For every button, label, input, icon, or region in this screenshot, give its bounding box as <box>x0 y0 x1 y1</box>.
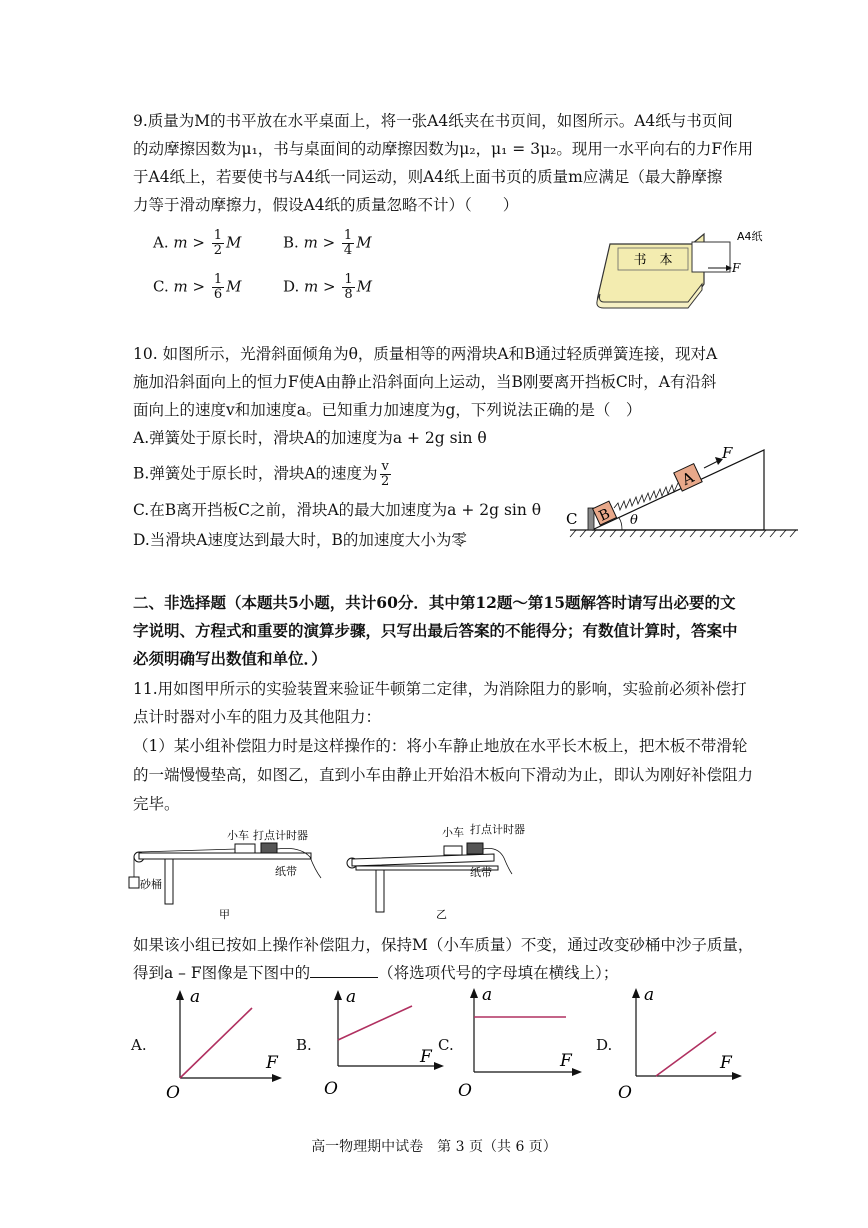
table-leg <box>165 859 173 904</box>
answer-blank[interactable] <box>310 963 378 978</box>
book-figure <box>592 224 782 314</box>
q11-line-4: 的一端慢慢垫高，如图乙，直到小车由静止开始沿木板向下滑动为止，即认为刚好补偿阻力 <box>133 766 754 784</box>
stopper-label-c: C <box>566 510 578 528</box>
q9-option-d[interactable]: D. m > $\frac{1}{8}$ M <box>283 272 373 302</box>
spring <box>614 483 678 510</box>
graph-c-y-label: a <box>482 985 493 1005</box>
graph-d <box>614 984 744 1103</box>
section2-line-2: 字说明、方程式和重要的演算步骤，只写出最后答案的不能得分；有数值计算时，答案中 <box>133 621 738 640</box>
graph-d-y-label: a <box>644 985 655 1005</box>
graph-c <box>454 984 584 1100</box>
cart-label-right: 小车 <box>442 826 464 839</box>
graph-c-x-label: F <box>560 1051 572 1071</box>
timer-label: 打点计时器 <box>253 829 308 842</box>
q10-option-d[interactable]: D.当滑块A速度达到最大时，B的加速度大小为零 <box>133 531 467 549</box>
angle-label: θ <box>630 513 638 528</box>
q9-option-b[interactable]: B. m > $\frac{1}{4}$ M <box>283 228 372 258</box>
graph-b-y-arrow <box>334 990 342 1000</box>
tape-label: 纸带 <box>275 865 297 878</box>
graph-option-d-label[interactable]: D. <box>596 1036 613 1054</box>
tape-label-right: 纸带 <box>470 866 492 879</box>
q11-line-5: 完毕。 <box>133 795 180 813</box>
q10-line-3: 面向上的速度v和加速度a。已知重力加速度为g，下列说法正确的是（ ） <box>133 401 642 419</box>
q10-option-b[interactable]: B.弹簧处于原长时，滑块A的速度为 $\frac{v}{2}$ <box>133 459 390 489</box>
cart-label: 小车 <box>227 829 249 842</box>
graph-b-line <box>338 1006 412 1040</box>
graph-c-y-arrow <box>470 988 478 998</box>
table-leg-right <box>376 870 384 912</box>
graph-c-x-arrow <box>572 1068 582 1076</box>
block-b <box>593 501 617 526</box>
caption-left: 甲 <box>219 908 230 921</box>
graph-d-x-label: F <box>720 1053 732 1073</box>
graph-option-c-label[interactable]: C. <box>438 1036 454 1054</box>
q11-line-1: 11.用如图甲所示的实验装置来验证牛顿第二定律，为消除阻力的影响，实验前必须补偿打 <box>133 680 747 698</box>
graph-d-y-arrow <box>632 988 640 998</box>
incline-figure <box>562 442 802 542</box>
q10-line-2: 施加沿斜面向上的恒力F使A由静止沿斜面向上运动，当B刚要离开挡板C时，A有沿斜 <box>133 373 717 391</box>
block-a <box>674 464 702 491</box>
caption-right: 乙 <box>436 908 447 921</box>
q9-line-3: 于A4纸上，若要使书与A4纸一同运动，则A4纸上面书页的质量m应满足（最大静摩擦 <box>133 168 723 186</box>
sand-bucket <box>129 877 139 888</box>
graph-option-b-label[interactable]: B. <box>296 1036 312 1054</box>
cart-right <box>444 846 462 855</box>
q9-option-c[interactable]: C. m > $\frac{1}{6}$ M <box>153 272 242 302</box>
graph-b-x-arrow <box>434 1062 444 1070</box>
angle-arc <box>619 518 622 530</box>
page-footer: 高一物理期中试卷 第 3 页（共 6 页） <box>311 1139 557 1155</box>
graph-a-line <box>180 1008 252 1078</box>
string <box>139 849 237 852</box>
force-arrow-a <box>704 461 718 468</box>
timer-label-right: 打点计时器 <box>470 823 525 836</box>
graph-c-origin: O <box>458 1081 472 1101</box>
graph-a-x-label: F <box>266 1053 278 1073</box>
q10-option-a[interactable]: A.弹簧处于原长时，滑块A的加速度为a + 2g sin θ <box>133 429 487 447</box>
apparatus-right <box>340 818 525 922</box>
q10-line-1: 10. 如图所示，光滑斜面倾角为θ，质量相等的两滑块A和B通过轻质弹簧连接，现对A <box>133 345 718 363</box>
graph-a <box>160 986 285 1103</box>
svg-text:A: A <box>679 468 697 489</box>
cart <box>235 844 255 853</box>
q11-after-line-2: 得到a – F图像是下图中的 （将选项代号的字母填在横线上）； <box>133 964 619 982</box>
force-label-a: F <box>722 444 733 462</box>
book-text: 书 本 <box>633 253 673 268</box>
apparatus-left <box>125 822 335 922</box>
ground-hatch <box>570 530 796 537</box>
graph-b-x-label: F <box>420 1047 432 1067</box>
graph-d-line <box>656 1032 716 1076</box>
section2-line-3: 必须明确写出数值和单位．） <box>133 649 327 668</box>
incline-triangle <box>592 450 764 530</box>
graph-d-origin: O <box>618 1083 632 1103</box>
graph-a-origin: O <box>166 1083 180 1103</box>
q11-after-line-1: 如果该小组已按如上操作补偿阻力，保持M（小车质量）不变，通过改变砂桶中沙子质量， <box>133 936 754 954</box>
tilted-board <box>352 854 494 866</box>
q9-line-4: 力等于滑动摩擦力，假设A4纸的质量忽略不计）（ ） <box>133 196 519 214</box>
q9-line-2: 的动摩擦因数为μ₁，书与桌面间的动摩擦因数为μ₂，μ₁ = 3μ₂。现用一水平向右的力F作用 <box>133 140 754 158</box>
q9-line-1: 9.质量为M的书平放在水平桌面上，将一张A4纸夹在书页间，如图所示。A4纸与书页间 <box>133 112 733 130</box>
svg-text:B: B <box>596 505 613 525</box>
bucket-label: 砂桶 <box>140 878 162 891</box>
q11-line-3: （1）某小组补偿阻力时是这样操作的：将小车静止地放在水平长木板上，把木板不带滑轮 <box>133 737 748 755</box>
graph-b <box>320 986 445 1100</box>
q9-option-a[interactable]: A. m > $\frac{1}{2}$ M <box>153 228 242 258</box>
graph-d-x-arrow <box>732 1072 742 1080</box>
graph-b-y-label: a <box>346 987 357 1007</box>
graph-a-x-arrow <box>272 1074 282 1082</box>
stopper-c <box>588 508 594 530</box>
q10-option-c[interactable]: C.在B离开挡板C之前，滑块A的最大加速度为a + 2g sin θ <box>133 501 542 519</box>
timer-right <box>467 843 483 854</box>
graph-a-y-arrow <box>176 990 184 1000</box>
a4-paper-label: A4纸 <box>737 230 763 243</box>
section2-line-1: 二、非选择题（本题共5小题，共计60分．其中第12题～第15题解答时请写出必要的文 <box>133 593 736 612</box>
graph-a-y-label: a <box>190 987 201 1007</box>
timer <box>261 843 277 853</box>
graph-b-origin: O <box>324 1079 338 1099</box>
force-label-f: F <box>732 261 741 275</box>
board <box>139 853 311 859</box>
graph-option-a-label[interactable]: A. <box>131 1036 147 1054</box>
q11-line-2: 点计时器对小车的阻力及其他阻力： <box>133 708 382 726</box>
